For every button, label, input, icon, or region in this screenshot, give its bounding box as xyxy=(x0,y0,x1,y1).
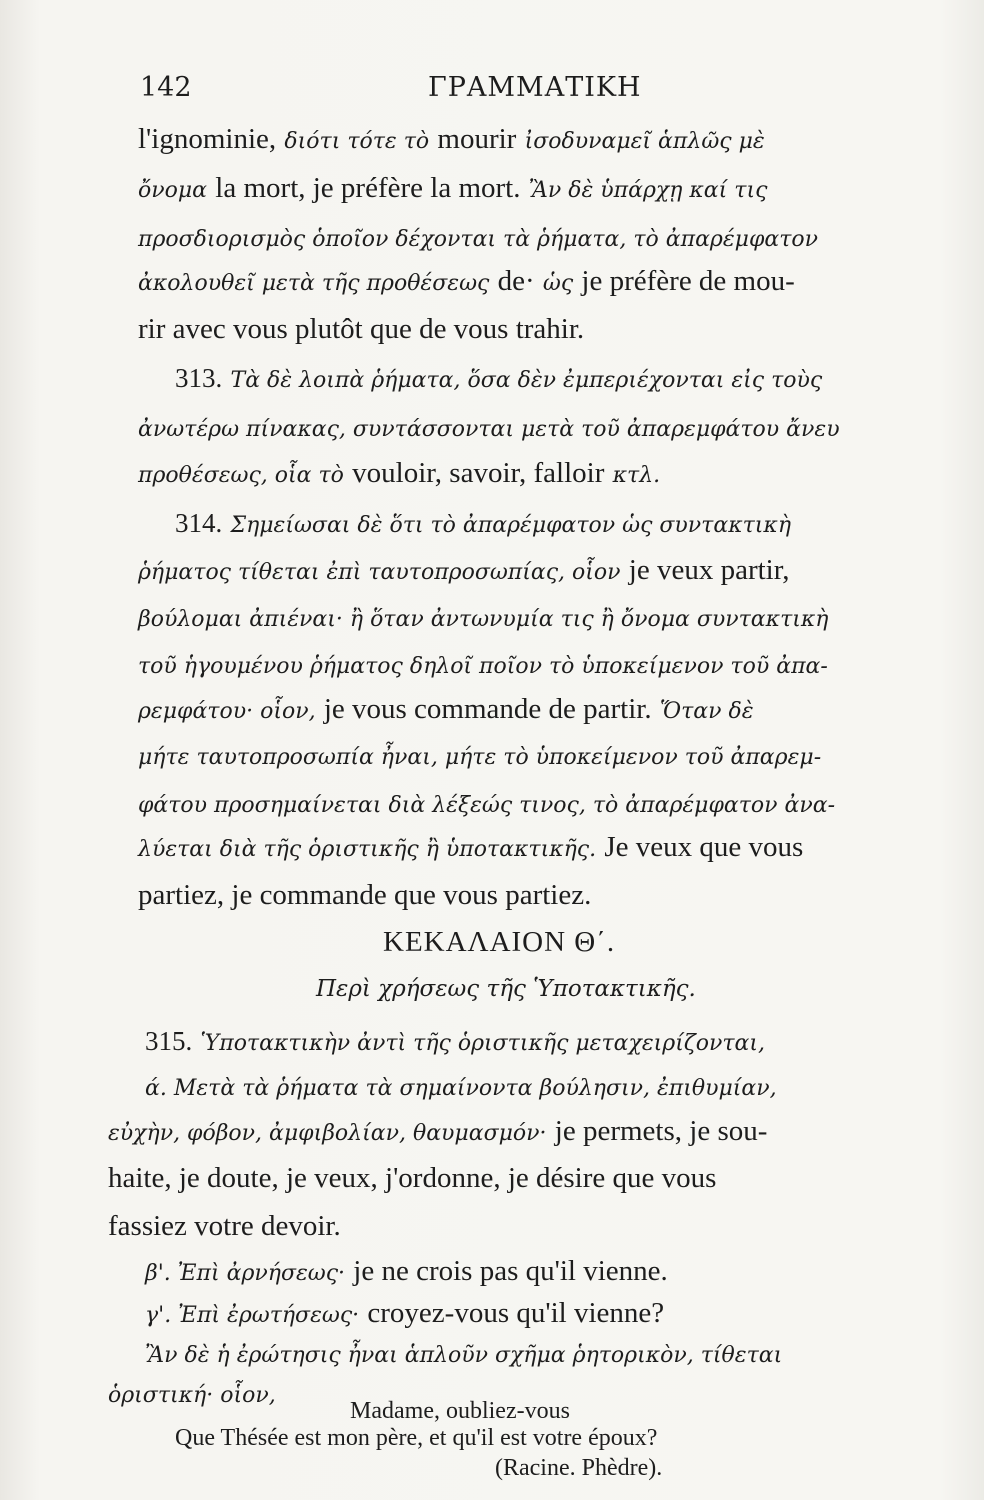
greek-text: Ὅταν δὲ xyxy=(659,699,754,724)
text-line-19 xyxy=(145,1025,765,1060)
french-text: je permets, je sou- xyxy=(554,1115,768,1147)
page-number: 142 xyxy=(140,72,192,103)
text-line-3 xyxy=(138,222,818,256)
running-title: ΓΡΑΜΜΑΤΙΚΗ xyxy=(428,72,642,103)
text-line-11 xyxy=(138,602,829,636)
greek-text: φάτου προσημαίνεται διὰ λέξεώς τινος, τὸ ἀπαρέμφατον ἀνα- xyxy=(138,793,836,818)
greek-text: ά. Μετὰ τὰ ῥήματα τὰ σημαίνοντα βούλησιν, ἐπιθυμίαν, xyxy=(145,1076,777,1101)
french-text: rir avec vous plutôt que de vous trahir. xyxy=(138,313,585,345)
greek-text: ὄνομα xyxy=(138,178,208,203)
greek-text: Ὑποτακτικὴν ἀντὶ τῆς ὁριστικῆς μεταχειρίζονται, xyxy=(200,1031,766,1056)
text-line-4 xyxy=(138,265,795,300)
greek-text: διότι τότε τὸ xyxy=(284,129,430,154)
text-line-1 xyxy=(138,123,765,158)
greek-text: προσδιορισμὸς ὁποῖον δέχονται τὰ ῥήματα, τὸ ἀπαρέμφατον xyxy=(138,227,819,252)
greek-text: Ἂν δὲ ἡ ἐρώτησις ἦναι ἁπλοῦν σχῆμα ῥητορικὸν, τίθεται xyxy=(145,1343,783,1368)
french-text: de· xyxy=(497,265,535,297)
french-text: l'ignominie, xyxy=(138,123,277,155)
greek-text: β'. Ἐπὶ ἀρνήσεως· xyxy=(145,1261,346,1286)
french-text: je ne crois pas qu'il vienne. xyxy=(353,1255,668,1287)
greek-text: Σημείωσαι δὲ ὅτι τὸ ἀπαρέμφατον ὡς συντακτικὴ xyxy=(230,513,792,538)
greek-text: ὁριστική· οἷον, xyxy=(108,1383,276,1408)
text-line-17 xyxy=(138,879,591,912)
greek-text: ὡς xyxy=(542,271,574,296)
text-line-23 xyxy=(108,1210,341,1243)
greek-text: λύεται διὰ τῆς ὁριστικῆς ἢ ὑποτακτικῆς. xyxy=(138,837,597,862)
text-line-8 xyxy=(138,457,660,492)
greek-text: τοῦ ἡγουμένου ῥήματος δηλοῖ ποῖον τὸ ὑποκείμενον τοῦ ἀπα- xyxy=(138,654,828,679)
french-text: croyez-vous qu'il vienne? xyxy=(367,1297,665,1329)
greek-text: ῥήματος τίθεται ἐπὶ ταυτοπροσωπίας, οἷον xyxy=(138,560,621,585)
greek-text: εὐχὴν, φόβον, ἀμφιβολίαν, θαυμασμόν· xyxy=(108,1121,547,1146)
text-line-26 xyxy=(145,1338,782,1372)
greek-text: κτλ. xyxy=(612,463,661,488)
text-line-27 xyxy=(108,1378,276,1412)
french-text: Je veux que vous xyxy=(604,831,804,863)
text-line-7 xyxy=(138,412,840,446)
french-text: la mort, je préfère la mort. xyxy=(215,172,521,204)
text-line-25 xyxy=(145,1297,664,1332)
text-line-14 xyxy=(138,740,821,774)
page-header xyxy=(140,72,900,112)
french-text: fassiez votre devoir. xyxy=(108,1210,341,1242)
paragraph-number: 315. xyxy=(145,1026,193,1056)
text-line-24 xyxy=(145,1255,668,1290)
greek-text: ρεμφάτου· οἷον, xyxy=(138,699,316,724)
text-line-5 xyxy=(138,313,584,346)
greek-text: βούλομαι ἀπιέναι· ἢ ὅταν ἀντωνυμία τις ἢ ὄνομα συντακτικὴ xyxy=(138,607,829,632)
greek-text: γ'. Ἐπὶ ἐρωτήσεως· xyxy=(145,1303,360,1328)
text-line-20 xyxy=(145,1071,777,1105)
text-line-2 xyxy=(138,172,767,207)
text-line-16 xyxy=(138,831,803,866)
text-line-15 xyxy=(138,788,835,822)
greek-text: ἀκολουθεῖ μετὰ τῆς προθέσεως xyxy=(138,271,490,296)
text-line-13 xyxy=(138,693,754,728)
chapter-title: ΚΕΚΑΛΑΙΟΝ Θ΄. xyxy=(383,926,616,958)
quote-line-2: Que Thésée est mon père, et qu'il est votre époux? xyxy=(175,1425,658,1451)
paragraph-number: 313. xyxy=(175,363,223,393)
text-line-6 xyxy=(175,362,822,397)
french-text: je préfère de mou- xyxy=(581,265,795,297)
text-line-10 xyxy=(138,554,790,589)
text-line-9 xyxy=(175,507,791,542)
french-text: haite, je doute, je veux, j'ordonne, je désire que vous xyxy=(108,1162,717,1194)
greek-text: μήτε ταυτοπροσωπία ἦναι, μήτε τὸ ὑποκείμενον τοῦ ἀπαρεμ- xyxy=(138,745,822,770)
french-text: vouloir, savoir, falloir xyxy=(352,457,605,489)
greek-text: ἰσοδυναμεῖ ἁπλῶς μὲ xyxy=(524,129,765,154)
quote-attribution: (Racine. Phèdre). xyxy=(495,1455,663,1481)
french-text: je veux partir, xyxy=(628,554,790,586)
paragraph-number: 314. xyxy=(175,508,223,538)
text-line-21 xyxy=(108,1115,767,1150)
french-text: partiez, je commande que vous partiez. xyxy=(138,879,592,911)
french-text: je vous commande de partir. xyxy=(323,693,652,725)
text-line-12 xyxy=(138,649,828,683)
greek-text: προθέσεως, οἷα τὸ xyxy=(138,463,344,488)
quote-line-1: Madame, oubliez-vous xyxy=(350,1398,570,1424)
greek-text: Τὰ δὲ λοιπὰ ῥήματα, ὅσα δὲν ἐμπεριέχονται εἰς τοὺς xyxy=(230,368,823,393)
chapter-subtitle: Περὶ χρήσεως τῆς Ὑποτακτικῆς. xyxy=(316,976,696,1002)
greek-text: Ἂν δὲ ὑπάρχῃ καί τις xyxy=(528,178,768,203)
greek-text: ἀνωτέρω πίνακας, συντάσσονται μετὰ τοῦ ἀπαρεμφάτου ἄνευ xyxy=(138,417,840,442)
text-line-22 xyxy=(108,1162,716,1195)
french-text: mourir xyxy=(437,123,517,155)
